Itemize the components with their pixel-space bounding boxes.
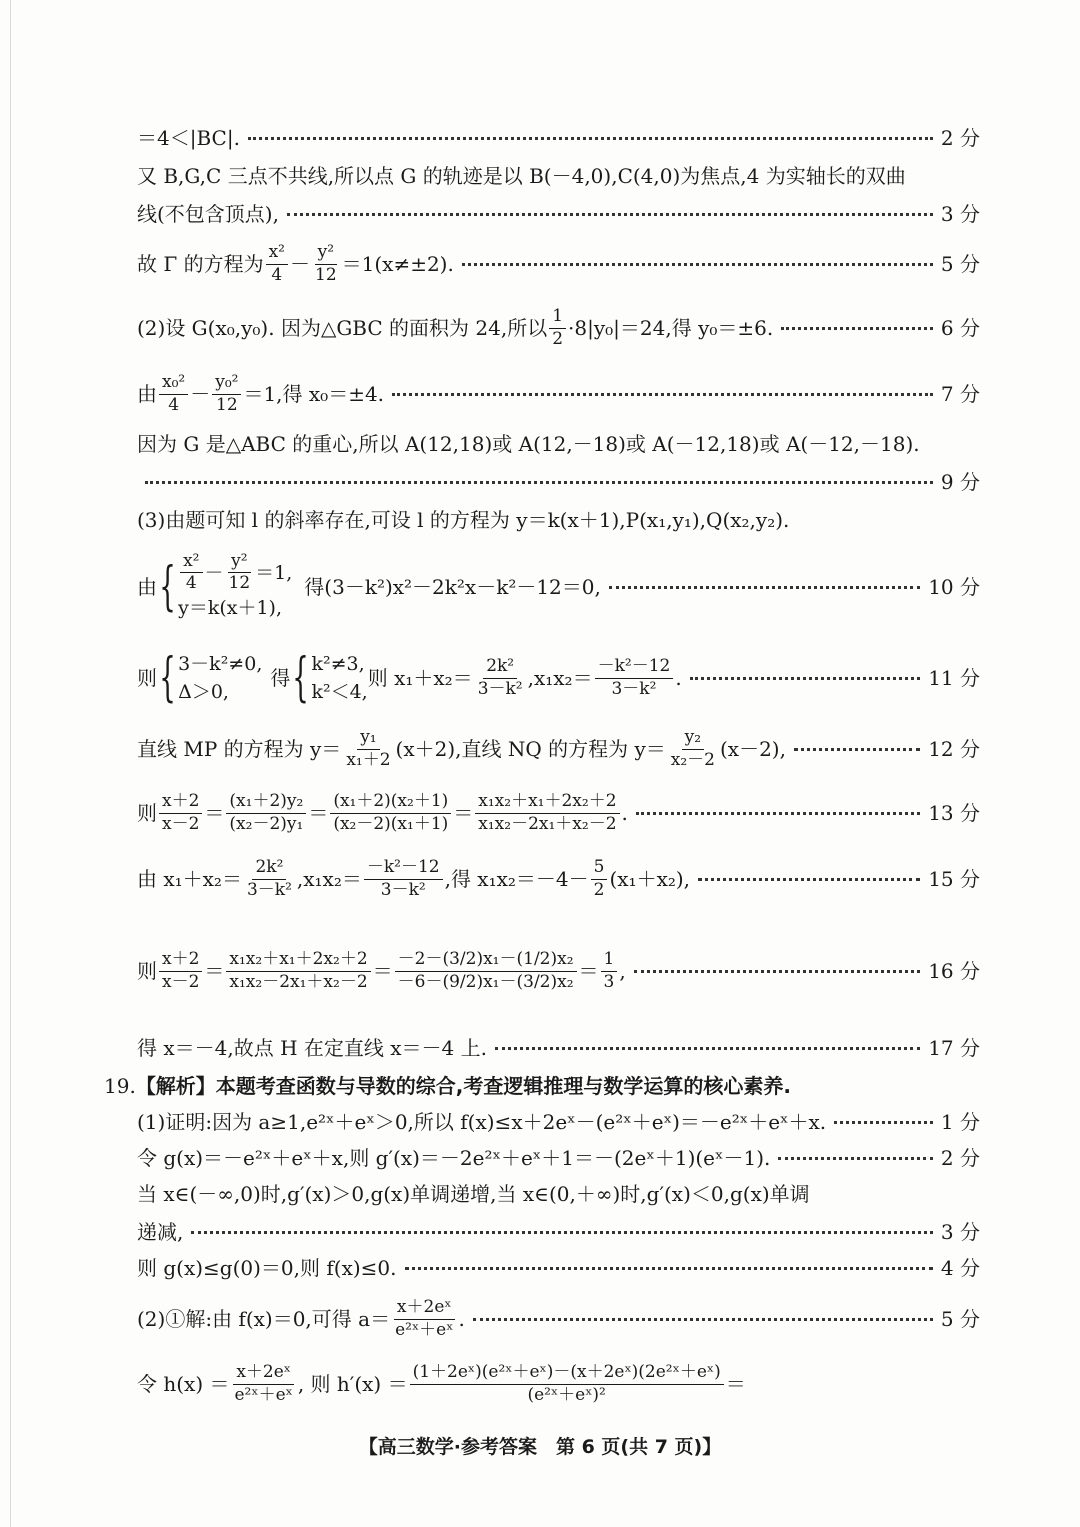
leader-dots bbox=[248, 137, 933, 140]
leader-dots bbox=[636, 812, 920, 815]
line-22: 则 g(x)≤g(0)＝0,则 f(x)≤0. 4 分 bbox=[137, 1256, 980, 1280]
leader-dots bbox=[794, 748, 920, 751]
line-9: (3)由题可知 l 的斜率存在,可设 l 的方程为 y＝k(x＋1),P(x₁,y₁),Q(x₂,y₂). bbox=[137, 508, 790, 532]
leader-dots bbox=[145, 481, 933, 484]
left-brace: { bbox=[292, 648, 310, 708]
line-8: 9 分 bbox=[137, 472, 980, 492]
leader-dots bbox=[698, 878, 920, 881]
line-24: 令 h(x) ＝ $\frac{\text{x＋2eˣ}}{\text{e²ˣ＋eˣ}}$ , 则 h′(x) ＝ $\frac{\text{(1＋2eˣ)(e²ˣ＋eˣ)－(x＋2eˣ)(2e²ˣ＋eˣ)}}{\text{(e²ˣ＋eˣ)²}}$ ＝ bbox=[137, 1361, 746, 1405]
line-11: 则 { 3－k²≠0, Δ＞0, 得 { k²≠3, k²＜4, 则 x₁＋x₂＝ $\frac{\text{2k²}}{\text{3－k²}}$ ,x₁x₂＝ $\frac{\text{－k²－12}}{\text{3－k²}}$ . 11 分 bbox=[137, 648, 980, 708]
leader-dots bbox=[634, 970, 920, 973]
leader-dots bbox=[834, 1121, 933, 1124]
line-20: 当 x∈(－∞,0)时,g′(x)＞0,g(x)单调递增,当 x∈(0,＋∞)时,g′(x)＜0,g(x)单调 bbox=[137, 1182, 810, 1206]
line-13: 则 $\frac{x+2}{x-2}$ ＝ $\frac{\text{(x₁＋2)y₂}}{\text{(x₂－2)y₁}}$ ＝ $\frac{\text{(x₁＋2)(x₂＋1)}}{\text{(x₂－2)(x₁＋1)}}$ ＝ $\frac{\text{x₁x₂＋x₁＋2x₂＋2}}{\text{x₁x₂－2x₁＋x₂－2}}$ . 13 分 bbox=[137, 790, 980, 834]
leader-dots bbox=[287, 213, 933, 216]
fraction: $\frac{1}{2}$ bbox=[549, 307, 566, 349]
line-3: 线(不包含顶点), 3 分 bbox=[137, 202, 980, 226]
left-brace: { bbox=[159, 557, 176, 617]
leader-dots bbox=[473, 1318, 933, 1321]
line-1: ＝4＜|BC|. 2 分 bbox=[137, 126, 980, 150]
fraction: $\frac{\text{x₀²}}{4}$ bbox=[159, 373, 188, 415]
question-number: 19. bbox=[104, 1074, 136, 1098]
fraction: $\frac{\text{y²}}{12}$ bbox=[315, 241, 337, 285]
left-brace: { bbox=[159, 648, 176, 708]
leader-dots bbox=[778, 1157, 933, 1160]
analysis-heading: 【解析】本题考查函数与导数的综合,考查逻辑推理与数学运算的核心素养. bbox=[135, 1074, 792, 1098]
leader-dots bbox=[609, 586, 920, 589]
score: 2 分 bbox=[940, 126, 980, 150]
line-14: 由 x₁＋x₂＝ $\frac{\text{2k²}}{\text{3－k²}}$ ,x₁x₂＝ $\frac{\text{－k²－12}}{\text{3－k²}}$ ,得 x₁x₂＝－4－ $\frac{5}{2}$ (x₁＋x₂), 15 分 bbox=[137, 856, 980, 900]
line-7: 因为 G 是△ABC 的重心,所以 A(12,18)或 A(12,－18)或 A(－12,18)或 A(－12,－18). bbox=[137, 432, 920, 456]
line-23: (2)①解:由 f(x)＝0,可得 a＝ $\frac{\text{x＋2eˣ}}{\text{e²ˣ＋eˣ}}$ . 5 分 bbox=[137, 1296, 980, 1340]
leader-dots bbox=[405, 1267, 933, 1270]
line-4: 故 Γ 的方程为 $\frac{\text{x²}}{4}$ － $\frac{\text{y²}}{12}$ ＝1(x≠±2). 5 分 bbox=[137, 241, 980, 285]
leader-dots bbox=[690, 677, 921, 680]
line-12: 直线 MP 的方程为 y＝ $\frac{\text{y₁}}{\text{x₁＋2}}$ (x＋2),直线 NQ 的方程为 y＝ $\frac{\text{y₂}}{\text{x₂－2}}$ (x－2), 12 分 bbox=[137, 726, 980, 770]
line-19: 令 g(x)＝－e²ˣ＋eˣ＋x,则 g′(x)＝－2e²ˣ＋eˣ＋1＝－(2eˣ＋1)(eˣ－1). 2 分 bbox=[137, 1146, 980, 1170]
page-footer: 【高三数学·参考答案 第 6 页(共 7 页)】 bbox=[358, 1436, 722, 1458]
line-17 bbox=[104, 1076, 980, 1096]
leader-dots bbox=[191, 1231, 933, 1234]
equation-system: $\frac{\text{x²}}{4}$ － $\frac{\text{y²}}{12}$ ＝1, y＝k(x＋1), bbox=[178, 550, 293, 619]
line-15: 则 $\frac{x+2}{x-2}$ ＝ $\frac{\text{x₁x₂＋x₁＋2x₂＋2}}{\text{x₁x₂－2x₁＋x₂－2}}$ ＝ $\frac{\text{－2－(3/2)x₁－(1/2)x₂}}{\text{－6－(9/2)x₁－(3/2)x₂}}$ ＝ $\frac{1}{3}$ , 16 分 bbox=[137, 948, 980, 992]
scan-edge bbox=[10, 0, 11, 1527]
line-18: (1)证明:因为 a≥1,e²ˣ＋eˣ＞0,所以 f(x)≤x＋2eˣ－(e²ˣ＋eˣ)＝－e²ˣ＋eˣ＋x. 1 分 bbox=[137, 1110, 980, 1134]
line-6: 由 $\frac{\text{x₀²}}{4}$ － $\frac{\text{y₀²}}{12}$ ＝1,得 x₀＝±4. 7 分 bbox=[137, 371, 980, 415]
leader-dots bbox=[495, 1047, 920, 1050]
line-21: 递减, 3 分 bbox=[137, 1220, 980, 1244]
line-16: 得 x＝－4,故点 H 在定直线 x＝－4 上. 17 分 bbox=[137, 1036, 980, 1060]
fraction: $\frac{\text{x²}}{4}$ bbox=[266, 243, 288, 285]
leader-dots bbox=[462, 263, 933, 266]
line-10: 由 { $\frac{\text{x²}}{4}$ － $\frac{\text{y²}}{12}$ ＝1, y＝k(x＋1), 得(3－k²)x²－2k²x－k²－12＝0, 10 分 bbox=[137, 542, 980, 632]
line-5: (2)设 G(x₀,y₀). 因为△GBC 的面积为 24,所以 $\frac{1}{2}$ ·8|y₀|＝24,得 y₀＝±6. 6 分 bbox=[137, 305, 980, 349]
leader-dots bbox=[781, 327, 933, 330]
line-2: 又 B,G,C 三点不共线,所以点 G 的轨迹是以 B(－4,0),C(4,0)为焦点,4 为实轴长的双曲 bbox=[137, 164, 906, 188]
leader-dots bbox=[392, 393, 933, 396]
fraction: $\frac{\text{y₀²}}{12}$ bbox=[212, 373, 241, 415]
